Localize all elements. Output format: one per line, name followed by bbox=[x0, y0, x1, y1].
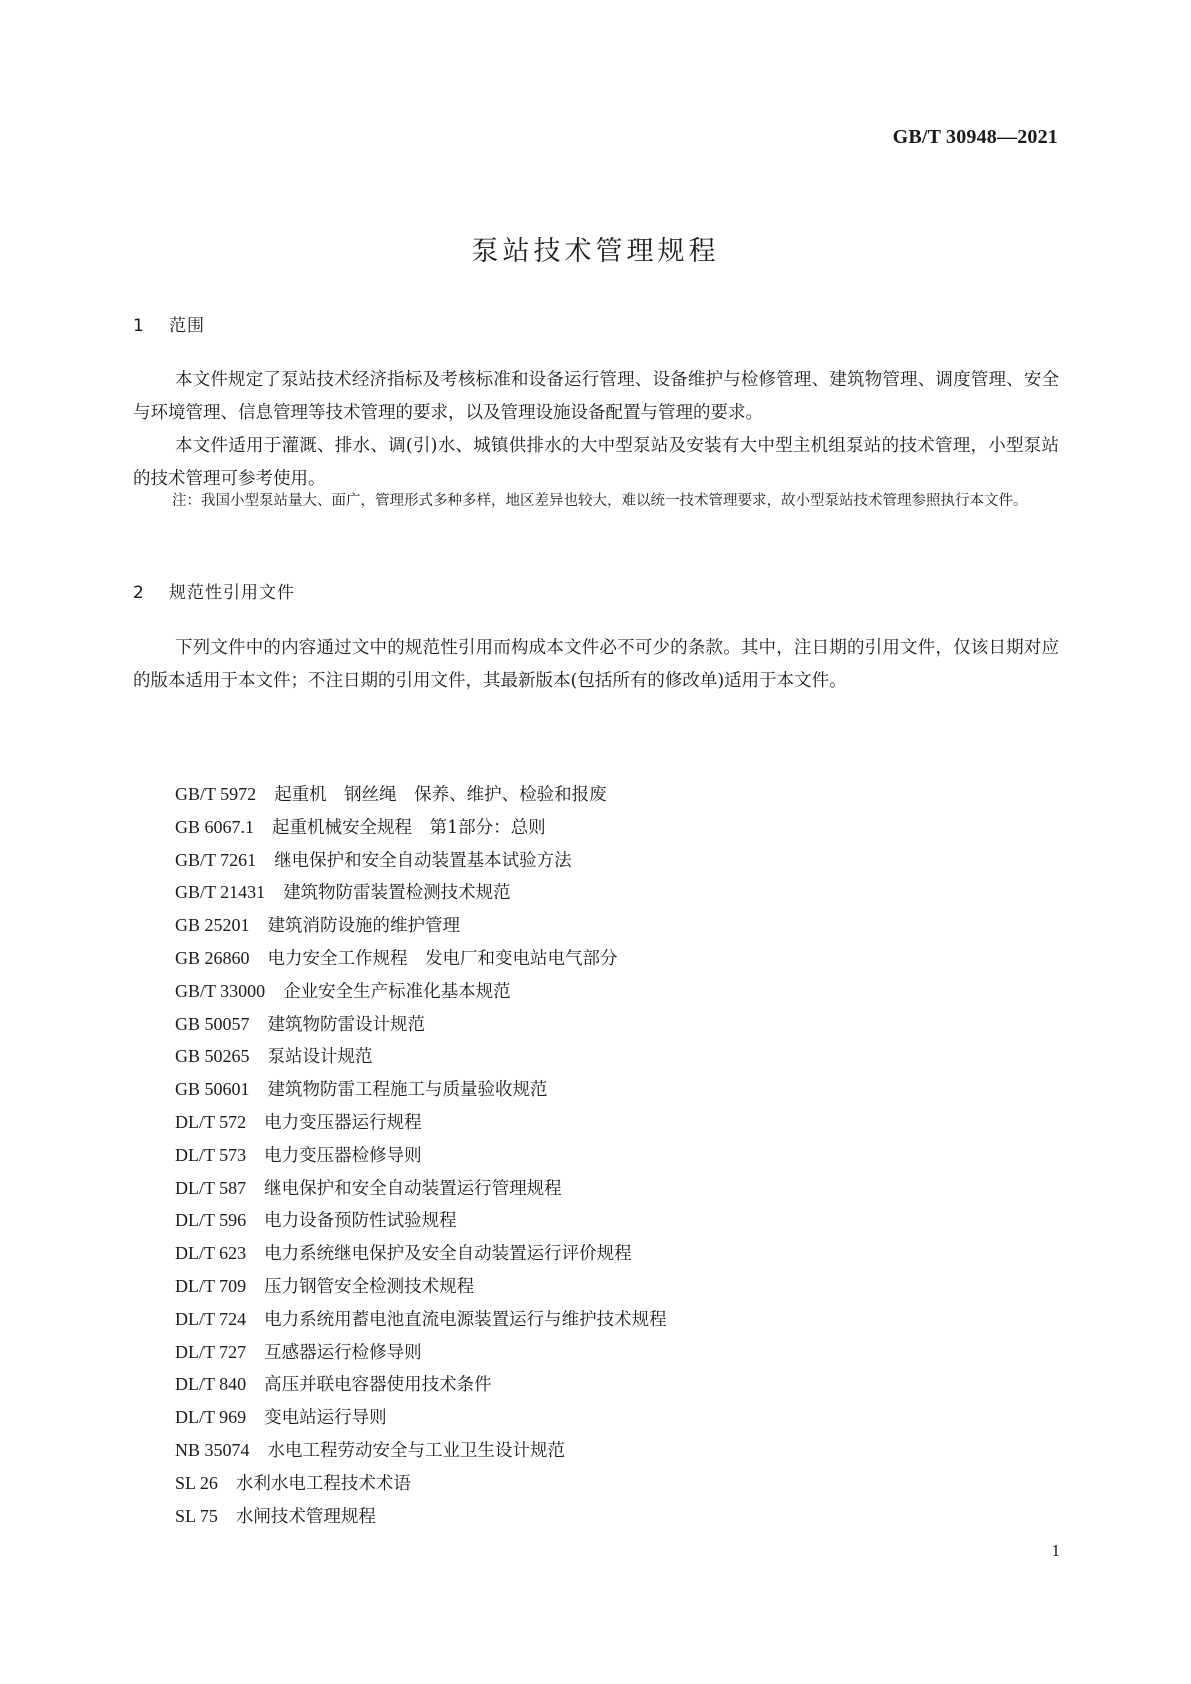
reference-title: 水利水电工程技术术语 bbox=[235, 1473, 411, 1494]
reference-title: 水闸技术管理规程 bbox=[235, 1506, 376, 1527]
reference-code: GB/T 5972 bbox=[175, 784, 257, 804]
reference-title: 电力变压器运行规程 bbox=[264, 1112, 422, 1133]
reference-code: DL/T 727 bbox=[175, 1341, 247, 1362]
reference-item bbox=[175, 1336, 667, 1369]
reference-item bbox=[175, 1467, 667, 1500]
reference-item bbox=[175, 811, 667, 844]
reference-item bbox=[175, 909, 667, 942]
reference-item bbox=[175, 1204, 667, 1237]
reference-title: 电力系统用蓄电池直流电源装置运行与维护技术规程 bbox=[264, 1309, 667, 1330]
standard-number: GB/T 30948—2021 bbox=[892, 126, 1058, 148]
reference-code: DL/T 572 bbox=[175, 1111, 247, 1132]
reference-code: SL 26 bbox=[175, 1472, 218, 1493]
reference-item bbox=[175, 975, 667, 1008]
reference-code: DL/T 724 bbox=[175, 1308, 247, 1329]
reference-title: 压力钢管安全检测技术规程 bbox=[264, 1276, 475, 1297]
reference-item bbox=[175, 1172, 667, 1205]
reference-item bbox=[175, 1368, 667, 1401]
reference-item bbox=[175, 942, 667, 975]
reference-code: DL/T 596 bbox=[175, 1210, 247, 1231]
reference-item bbox=[175, 876, 667, 909]
reference-item bbox=[175, 1237, 667, 1270]
reference-code: GB 50265 bbox=[175, 1046, 250, 1067]
reference-code: GB 25201 bbox=[175, 915, 250, 936]
reference-code: GB/T 33000 bbox=[175, 980, 266, 1001]
reference-item bbox=[175, 1073, 667, 1106]
reference-title: 建筑物防雷设计规范 bbox=[267, 1014, 426, 1035]
reference-title: 电力设备预防性试验规程 bbox=[264, 1211, 457, 1232]
references-intro-text: 下列文件中的内容通过文中的规范性引用而构成本文件必不可少的条款。其中，注日期的引用文件，仅该日期对应的版本适用于本文件；不注日期的引用文件，其最新版本(包括所有的修改单)适用于本文件。 bbox=[133, 638, 1059, 691]
reference-title: 电力安全工作规程 发电厂和变电站电气部分 bbox=[267, 948, 618, 969]
reference-code: DL/T 709 bbox=[175, 1275, 247, 1296]
section-2-number: 2 bbox=[133, 583, 145, 603]
reference-item bbox=[175, 1270, 667, 1303]
reference-item bbox=[175, 1401, 667, 1434]
reference-item bbox=[175, 778, 667, 811]
reference-code: GB 6067.1 bbox=[175, 816, 255, 837]
reference-item bbox=[175, 1303, 667, 1336]
reference-item bbox=[175, 1040, 667, 1073]
reference-title: 建筑物防雷装置检测技术规范 bbox=[283, 883, 511, 904]
reference-title: 建筑消防设施的维护管理 bbox=[267, 916, 461, 937]
reference-title: 高压并联电容器使用技术条件 bbox=[264, 1375, 492, 1396]
reference-item bbox=[175, 1500, 667, 1533]
reference-title: 继电保护和安全自动装置基本试验方法 bbox=[274, 850, 572, 871]
reference-item bbox=[175, 1008, 667, 1041]
section-1-heading bbox=[133, 311, 205, 336]
reference-title: 起重机械安全规程 第1部分：总则 bbox=[272, 817, 546, 838]
scope-note: 注：我国小型泵站量大、面广，管理形式多种多样，地区差异也较大，难以统一技术管理要求，故小型泵站技术管理参照执行本文件。 bbox=[172, 493, 1028, 509]
reference-title: 建筑物防雷工程施工与质量验收规范 bbox=[267, 1080, 548, 1101]
reference-code: DL/T 969 bbox=[175, 1407, 247, 1428]
reference-title: 电力变压器检修导则 bbox=[264, 1145, 422, 1166]
reference-title: 泵站设计规范 bbox=[267, 1047, 373, 1068]
section-1-number: 1 bbox=[133, 316, 145, 336]
reference-list bbox=[175, 778, 667, 1532]
reference-code: DL/T 573 bbox=[175, 1144, 247, 1165]
reference-title: 水电工程劳动安全与工业卫生设计规范 bbox=[267, 1440, 566, 1461]
reference-item bbox=[175, 1106, 667, 1139]
reference-code: DL/T 840 bbox=[175, 1374, 247, 1395]
reference-code: DL/T 623 bbox=[175, 1243, 247, 1264]
reference-title: 互感器运行检修导则 bbox=[264, 1342, 422, 1363]
reference-title: 电力系统继电保护及安全自动装置运行评价规程 bbox=[264, 1244, 632, 1265]
reference-code: GB/T 7261 bbox=[175, 849, 257, 870]
reference-code: GB 50601 bbox=[175, 1079, 250, 1100]
section-2-heading bbox=[133, 578, 295, 603]
reference-title: 起重机 钢丝绳 保养、维护、检验和报废 bbox=[274, 785, 607, 805]
references-intro bbox=[133, 632, 1059, 698]
section-2-title: 规范性引用文件 bbox=[169, 583, 295, 603]
section-1-title: 范围 bbox=[169, 316, 205, 336]
section-1-body bbox=[133, 364, 1059, 496]
document-title: 泵站技术管理规程 bbox=[471, 236, 720, 267]
reference-code: SL 75 bbox=[175, 1505, 218, 1526]
applicability-paragraph: 本文件适用于灌溉、排水、调(引)水、城镇供排水的大中型泵站及安装有大中型主机组泵站的技术管理，小型泵站的技术管理可参考使用。 bbox=[133, 436, 1059, 489]
reference-item bbox=[175, 844, 667, 877]
reference-code: GB 50057 bbox=[175, 1013, 250, 1034]
page-number: 1 bbox=[1051, 1541, 1060, 1560]
reference-title: 继电保护和安全自动装置运行管理规程 bbox=[264, 1178, 562, 1199]
reference-code: DL/T 587 bbox=[175, 1177, 247, 1198]
reference-item bbox=[175, 1139, 667, 1172]
reference-code: NB 35074 bbox=[175, 1439, 250, 1460]
reference-item bbox=[175, 1434, 667, 1467]
reference-code: GB/T 21431 bbox=[175, 882, 266, 903]
reference-title: 企业安全生产标准化基本规范 bbox=[283, 981, 511, 1002]
scope-paragraph: 本文件规定了泵站技术经济指标及考核标准和设备运行管理、设备维护与检修管理、建筑物管理、调度管理、安全与环境管理、信息管理等技术管理的要求，以及管理设施设备配置与管理的要求。 bbox=[133, 370, 1059, 423]
reference-code: GB 26860 bbox=[175, 947, 250, 968]
reference-title: 变电站运行导则 bbox=[264, 1408, 387, 1429]
